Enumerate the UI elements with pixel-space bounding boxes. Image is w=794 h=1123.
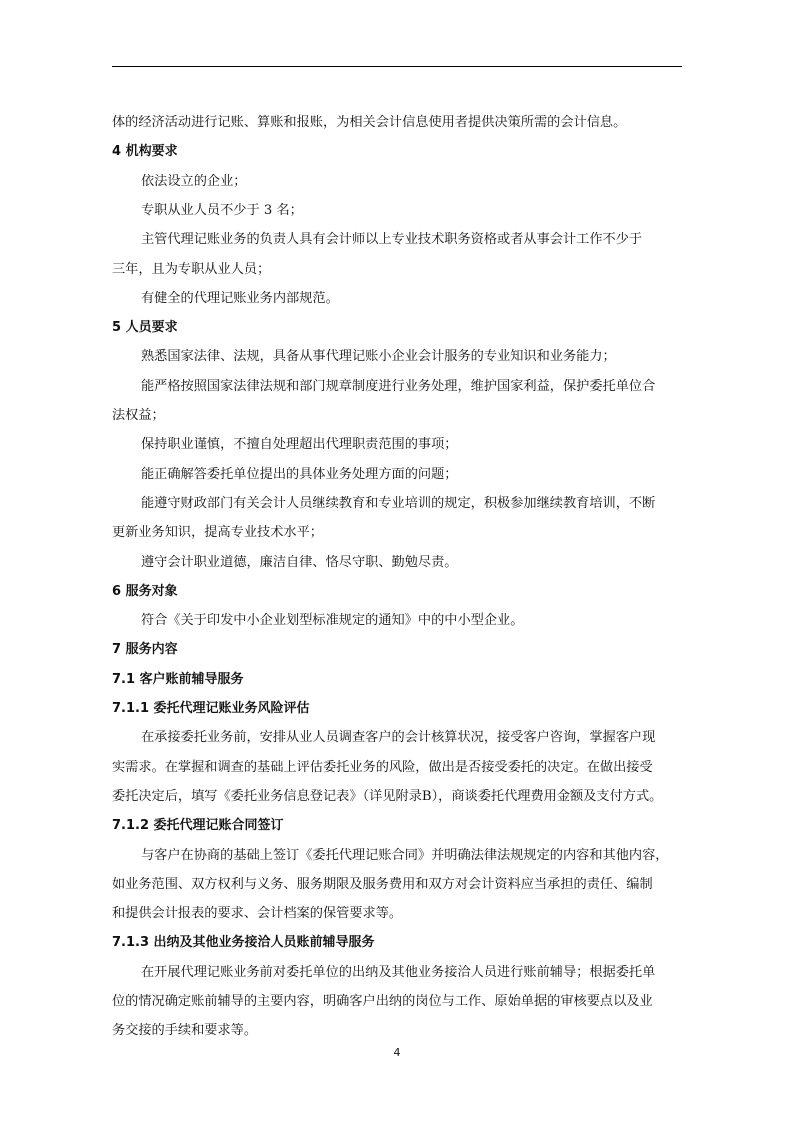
- section-heading: 6 服务对象: [112, 583, 178, 599]
- paragraph-line: 更新业务知识，提高专业技术水平；: [112, 525, 323, 541]
- section-heading: 7.1.3 出纳及其他业务接洽人员账前辅导服务: [112, 935, 375, 951]
- paragraph-line: 能遵守财政部门有关会计人员继续教育和专业培训的规定，积极参加继续教育培训，不断: [141, 495, 656, 511]
- section-heading: 7.1 客户账前辅导服务: [112, 671, 244, 687]
- paragraph-line: 委托决定后，填写《委托业务信息登记表》（详见附录B），商谈委托代理费用金额及支付方式。: [112, 788, 663, 804]
- paragraph-line: 体的经济活动进行记账、算账和报账，为相关会计信息使用者提供决策所需的会计信息。: [112, 115, 627, 130]
- section-heading: 7 服务内容: [112, 642, 178, 658]
- paragraph-line: 务交接的手续和要求等。: [112, 1023, 258, 1039]
- page-number: 4: [393, 1046, 401, 1059]
- paragraph-line: 能正确解答委托单位提出的具体业务处理方面的问题；: [141, 466, 458, 482]
- paragraph-line: 三年，且为专职从业人员；: [112, 261, 271, 277]
- paragraph-line: 法权益；: [112, 408, 165, 423]
- section-heading: 7.1.2 委托代理记账合同签订: [112, 818, 284, 834]
- paragraph-line: 符合《关于印发中小企业划型标准规定的通知》中的中小型企业。: [141, 613, 524, 629]
- paragraph-line: 在承接委托业务前，安排从业人员调查客户的会计核算状况，接受客户咨询，掌握客户现: [141, 730, 656, 746]
- section-heading: 7.1.1 委托代理记账业务风险评估: [112, 701, 310, 716]
- paragraph-line: 熟悉国家法律、法规，具备从事代理记账小企业会计服务的专业知识和业务能力；: [141, 349, 616, 365]
- paragraph-line: 有健全的代理记账业务内部规范。: [141, 290, 339, 306]
- paragraph-line: 保持职业谨慎，不擅自处理超出代理职责范围的事项；: [141, 437, 458, 453]
- paragraph-line: 依法设立的企业；: [141, 173, 247, 189]
- paragraph-line: 和提供会计报表的要求、会计档案的保管要求等。: [112, 906, 403, 922]
- paragraph-line: 与客户在协商的基础上签订《委托代理记账合同》并明确法律法规规定的内容和其他内容，: [141, 847, 669, 863]
- paragraph-line: 位的情况确定账前辅导的主要内容，明确客户出纳的岗位与工作、原始单据的审核要点以及业: [112, 994, 653, 1009]
- paragraph-line: 能严格按照国家法律法规和部门规章制度进行业务处理，维护国家利益，保护委托单位合: [141, 378, 656, 394]
- paragraph-line: 在开展代理记账业务前对委托单位的出纳及其他业务接洽人员进行账前辅导；根据委托单: [141, 964, 656, 980]
- paragraph-line: 实需求。在掌握和调查的基础上评估委托业务的风险，做出是否接受委托的决定。在做出接受: [112, 759, 653, 775]
- header-rule: [112, 66, 682, 67]
- paragraph-line: 遵守会计职业道德，廉洁自律、恪尽守职、勤勉尽责。: [141, 554, 458, 570]
- paragraph-line: 专职从业人员不少于 3 名；: [141, 202, 303, 218]
- section-heading: 5 人员要求: [112, 320, 178, 336]
- paragraph-line: 主管代理记账业务的负责人具有会计师以上专业技术职务资格或者从事会计工作不少于: [141, 232, 643, 248]
- section-heading: 4 机构要求: [112, 144, 178, 160]
- paragraph-line: 如业务范围、双方权利与义务、服务期限及服务费用和双方对会计资料应当承担的责任、编制: [112, 876, 653, 892]
